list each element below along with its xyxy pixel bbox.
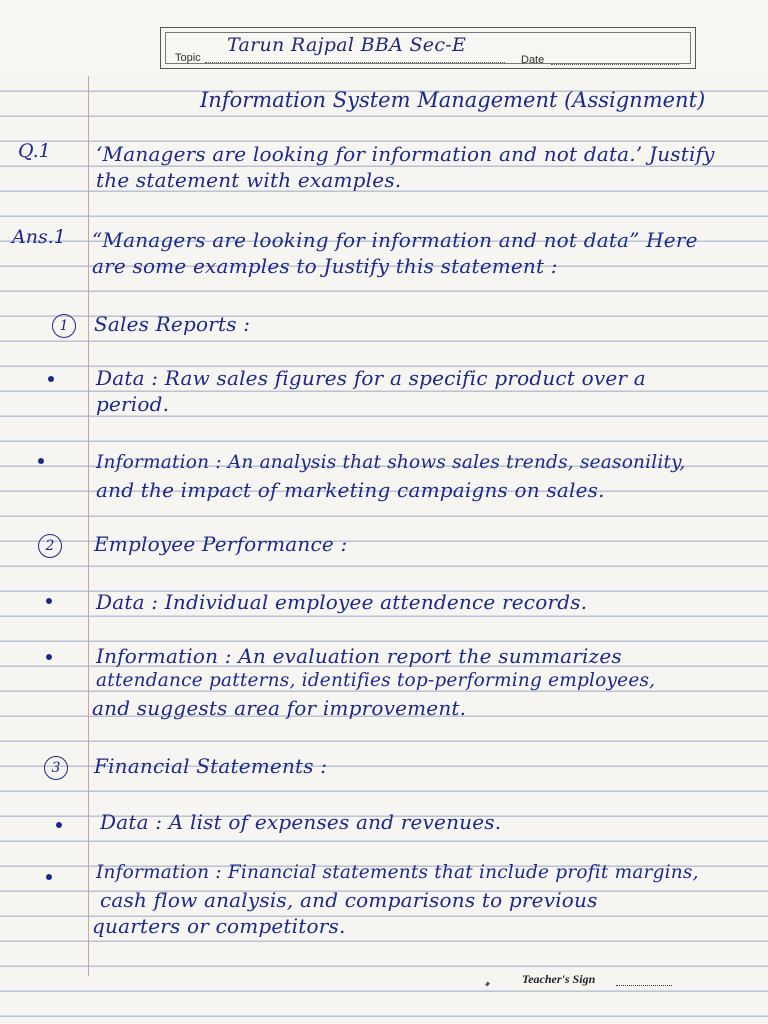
section-number-2: 2	[38, 534, 62, 558]
section3-info-line-3: quarters or competitors.	[92, 914, 346, 938]
section-number-3: 3	[44, 756, 68, 780]
bullet-point	[38, 458, 44, 464]
answer-label: Ans.1	[12, 226, 66, 248]
section1-data-line-2: period.	[96, 392, 170, 416]
topic-label: Topic	[175, 52, 201, 64]
question-line-2: the statement with examples.	[96, 168, 402, 192]
section-heading-1: Sales Reports :	[94, 312, 251, 336]
bullet-point	[46, 598, 52, 604]
question-label: Q.1	[18, 140, 51, 162]
bullet-point	[46, 874, 52, 880]
topic-dotted-line	[205, 62, 505, 63]
section2-data-line-1: Data : Individual employee attendence records.	[96, 590, 588, 614]
section1-info-line-2: and the impact of marketing campaigns on sales.	[96, 478, 605, 502]
section3-info-line-1: Information : Financial statements that include profit margins,	[96, 862, 699, 883]
answer-line-1: “Managers are looking for information and not data” Here	[92, 228, 698, 252]
section1-info-line-1: Information : An analysis that shows sales trends, seasonility,	[96, 452, 686, 473]
date-label: Date	[521, 54, 545, 66]
section3-info-line-2: cash flow analysis, and comparisons to previous	[100, 888, 598, 912]
answer-line-2: are some examples to Justify this statement :	[92, 254, 558, 278]
question-line-1: ‘Managers are looking for information and not data.’ Justify	[96, 142, 715, 166]
margin-line	[88, 76, 89, 976]
section-heading-2: Employee Performance :	[94, 532, 348, 556]
section-heading-3: Financial Statements :	[94, 754, 328, 778]
teacher-sign-dotted-line	[616, 985, 672, 986]
assignment-title: Information System Management (Assignment)	[200, 88, 706, 112]
date-dotted-line	[551, 64, 679, 65]
section1-data-line-1: Data : Raw sales figures for a specific product over a	[96, 366, 646, 390]
tick-mark	[485, 982, 490, 987]
section2-info-line-3: and suggests area for improvement.	[92, 696, 467, 720]
topic-value: Tarun Rajpal BBA Sec-E	[227, 34, 467, 56]
bullet-point	[56, 822, 62, 828]
section3-data-line-1: Data : A list of expenses and revenues.	[100, 810, 502, 834]
bullet-point	[48, 376, 54, 382]
section2-info-line-2: attendance patterns, identifies top-performing employees,	[96, 670, 656, 691]
bullet-point	[46, 654, 52, 660]
section2-info-line-1: Information : An evaluation report the summarizes	[96, 644, 622, 668]
teacher-sign-label: Teacher's Sign	[522, 972, 596, 986]
topic-header-box	[160, 27, 696, 69]
section-number-1: 1	[52, 314, 76, 338]
